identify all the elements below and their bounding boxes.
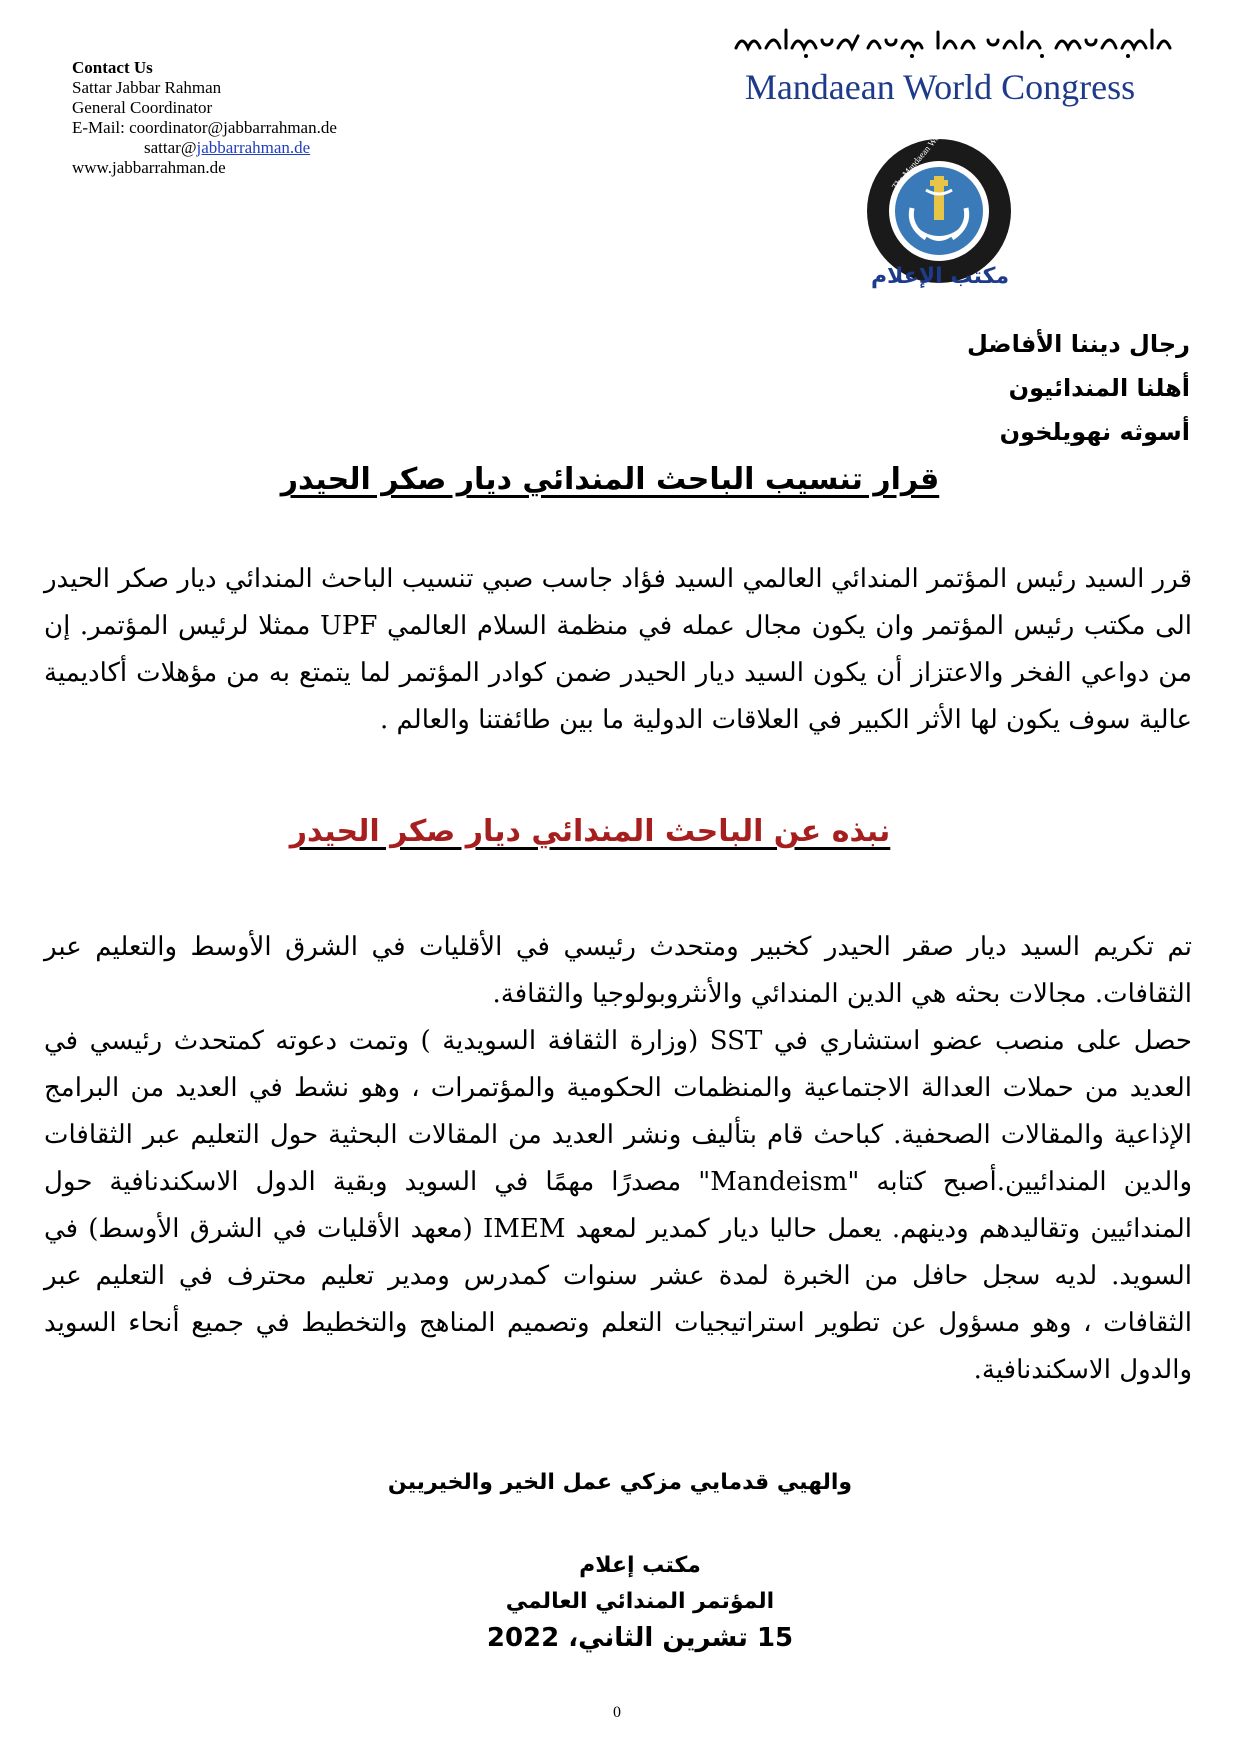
contact-block xyxy=(72,58,432,178)
contact-title: Contact Us xyxy=(72,58,153,77)
page-number: 0 xyxy=(613,1704,621,1721)
email-secondary-link[interactable]: jabbarrahman.de xyxy=(196,138,311,157)
media-office-label: مكتب الإعلام xyxy=(870,264,1010,289)
bio-paragraph-1: تم تكريم السيد ديار صقر الحيدر كخبير ومتحدث رئيسي في الأقليات في الشرق الأوسط والتعليم عبر الثقافات. مجالات بحثه هي الدين المندائي والأنثروبولوجيا والثقافة. xyxy=(44,932,1192,1009)
greeting-line-2: أهلنا المندائيون xyxy=(1008,374,1190,402)
decision-heading xyxy=(180,462,1040,497)
mandaic-script-logo xyxy=(726,18,1186,62)
closing-blessing: والهيي قدمايي مزكي عمل الخير والخيريين xyxy=(387,1470,853,1495)
signature-org: المؤتمر المندائي العالمي xyxy=(505,1589,775,1614)
contact-role: General Coordinator xyxy=(72,98,213,117)
contact-email-line xyxy=(72,118,432,138)
signature-date: 15 تشرين الثاني، 2022 xyxy=(486,1623,794,1653)
greeting-line-3: أسوثه نهويلخون xyxy=(999,418,1190,446)
contact-email-secondary xyxy=(72,138,432,158)
email-primary[interactable]: coordinator@jabbarrahman.de xyxy=(129,118,337,137)
congress-emblem-logo xyxy=(866,138,1012,284)
bio-heading xyxy=(160,814,1020,849)
bio-heading-text: نبذه عن الباحث المندائي ديار صكر الحيدر xyxy=(289,814,891,849)
email-secondary-user: sattar@ xyxy=(144,138,197,157)
decision-paragraph: قرر السيد رئيس المؤتمر المندائي العالمي السيد فؤاد جاسب صبي تنسيب الباحث المندائي ديار صكر الحيدر الى مكتب رئيس المؤتمر وان يكون مجال عمله في منظمة السلام العالمي UPF ممثلا لرئيس المؤتمر. إن من دواعي الفخر والاعتزاز أن يكون السيد ديار الحيدر ضمن كوادر المؤتمر لما يتمتع به من مؤهلات أكاديمية عالية سوف يكون لها الأثر الكبير في العلاقات الدولية ما بين طائفتنا والعالم . xyxy=(44,564,1193,735)
contact-name: Sattar Jabbar Rahman xyxy=(72,78,222,97)
email-label: E-Mail: xyxy=(72,118,130,137)
bio-body xyxy=(44,924,1192,1394)
signature-block xyxy=(360,1548,920,1656)
greeting-block xyxy=(590,322,1190,454)
signature-office: مكتب إعلام xyxy=(579,1553,701,1578)
contact-website[interactable]: www.jabbarrahman.de xyxy=(72,158,226,177)
decision-heading-text: قرار تنسيب الباحث المندائي ديار صكر الحيدر xyxy=(280,462,940,497)
org-title: Mandaean World Congress xyxy=(744,67,1136,107)
bio-paragraph-2: حصل على منصب عضو استشاري في SST (وزارة الثقافة السويدية ) وتمت دعوته كمتحدث رئيسي في العديد من حملات العدالة الاجتماعية والمنظمات الحكومية والمؤتمرات ، وهو نشط في العديد من البرامج الإذاعية والمقالات الصحفية. كباحث قام بتأليف ونشر العديد من المقالات البحثية حول التعليم عبر الثقافات والدين المندائيين.أصبح كتابه "Mandeism" مصدرًا مهمًا في السويد وبقية الدول الاسكندنافية حول المندائيين وتقاليدهم ودينهم. يعمل حاليا ديار كمدير لمعهد IMEM (معهد الأقليات في الشرق الأوسط) في السويد. لديه سجل حافل من الخبرة لمدة عشر سنوات كمدرس ومدير تعليم محترف في التعليم عبر الثقافات ، وهو مسؤول عن تطوير استراتيجيات التعلم وتصميم المناهج والتخطيط في جميع أنحاء السويد والدول الاسكندنافية. xyxy=(44,1026,1193,1385)
greeting-line-1: رجال ديننا الأفاضل xyxy=(966,330,1190,358)
